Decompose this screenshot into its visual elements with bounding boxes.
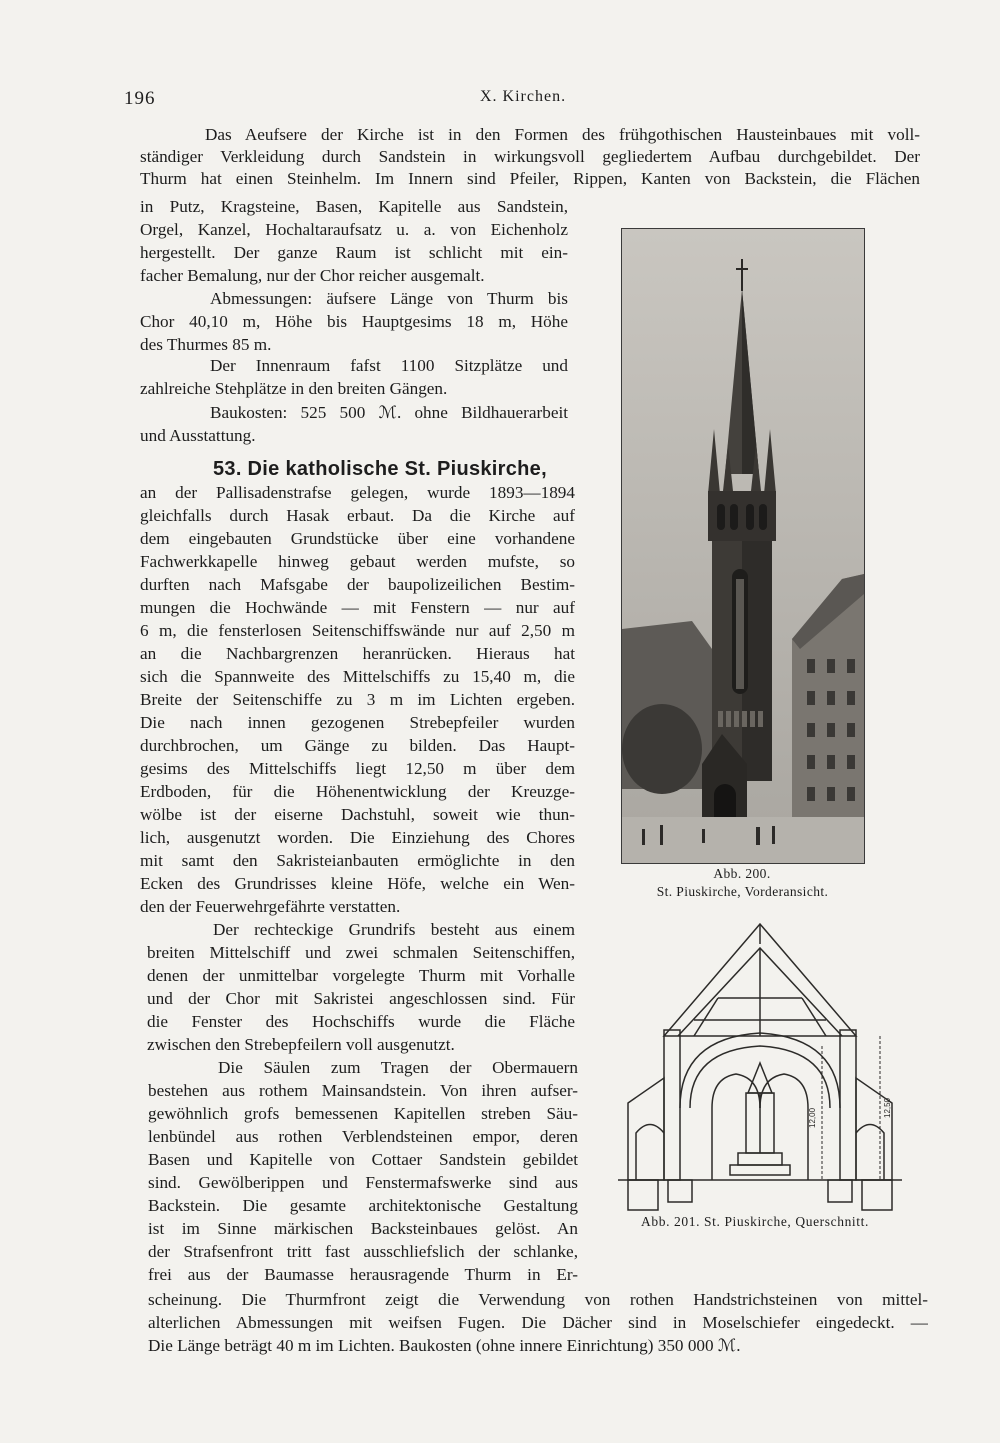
text-line: lenbündel aus rothen Verblendsteinen empor, deren [148,1127,578,1146]
text-line: Das Aeufsere der Kirche ist in den Formen des frühgothischen Hausteinbaues mit voll- [205,125,920,144]
text-line: den der Feuerwehrgefährte verstatten. [140,897,401,916]
text-line: und der Chor mit Sakristei angeschlossen sind. Für [147,989,575,1008]
text-line: Die Länge beträgt 40 m im Lichten. Baukosten (ohne innere Einrichtung) 350 000 ℳ. [148,1336,741,1355]
text-line: an die Nachbargrenzen heranrücken. Hieraus hat [140,644,575,663]
text-line: Thurm hat einen Steinhelm. Im Innern sind Pfeiler, Rippen, Kanten von Backstein, die Flächen [140,169,920,188]
dimension-label-left: 12,00 [808,1107,817,1128]
text-line: hergestellt. Der ganze Raum ist schlicht mit ein- [140,243,568,262]
text-line: mit samt den Sakristeianbauten ermöglichte in den [140,851,575,870]
text-line: Abmessungen: äufsere Länge von Thurm bis [210,289,568,308]
chapter-title: X. Kirchen. [480,88,567,105]
text-line: Der Innenraum fafst 1100 Sitzplätze und [210,356,568,375]
text-line: Fachwerkkapelle hinweg gebaut werden mufste, so [140,552,575,571]
text-line: breiten Mittelschiff und zwei schmalen Seitenschiffen, [147,943,575,962]
text-line: wölbe ist der eiserne Dachstuhl, soweit wie thun- [140,805,575,824]
text-line: gesims des Mittelschiffs liegt 12,50 m über dem [140,759,575,778]
text-line: Orgel, Kanzel, Hochaltaraufsatz u. a. von Eichenholz [140,220,568,239]
text-line: zahlreiche Stehplätze in den breiten Gängen. [140,379,448,398]
text-line: Der rechteckige Grundrifs besteht aus einem [213,920,575,939]
text-line: Baukosten: 525 500 ℳ. ohne Bildhauerarbeit [210,403,568,422]
text-line: des Thurmes 85 m. [140,335,272,354]
text-line: Chor 40,10 m, Höhe bis Hauptgesims 18 m, Höhe [140,312,568,331]
text-line: der Strafsenfront tritt fast ausschliefslich der schlanke, [148,1242,578,1261]
figure-caption: St. Piuskirche, Vorderansicht. [656,884,829,899]
text-line: gewöhnlich grofs bemessenen Kapitellen streben Säu- [148,1104,578,1123]
text-line: Die nach innen gezogenen Strebepfeiler wurden [140,713,575,732]
dimension-label-right: 12,50 [883,1097,892,1118]
text-line: scheinung. Die Thurmfront zeigt die Verwendung von rothen Handstrichsteinen von mittel- [148,1290,928,1309]
text-line: sind. Gewölberippen und Fenstermafswerke sind aus [148,1173,578,1192]
text-line: alterlichen Abmessungen mit weifsen Fugen. Die Dächer sind in Moselschiefer eingedeckt. — [148,1313,928,1332]
text-line: und Ausstattung. [140,426,256,445]
text-line: Die Säulen zum Tragen der Obermauern [218,1058,578,1077]
text-line: mungen die Hochwände — mit Fenstern — nur auf [140,598,575,617]
page-number: 196 [124,88,156,109]
text-line: Breite der Seitenschiffe zu 3 m im Lichten ergeben. [140,690,575,709]
church-tower-illustration [622,229,864,863]
figure-number: Abb. 200. [713,866,771,881]
text-line: an der Pallisadenstrafse gelegen, wurde 1893—1894 [140,483,575,502]
text-line: ständiger Verkleidung durch Sandstein in wirkungsvoll gegliedertem Aufbau durchgebildet. Der [140,147,920,166]
text-line: Basen und Kapitelle von Cottaer Sandstein gebildet [148,1150,578,1169]
text-line: dem eingebauten Grundstücke über eine vorhandene [140,529,575,548]
cross-section-drawing [608,918,912,1216]
text-line: denen der unmittelbar vorgelegte Thurm mit Vorhalle [147,966,575,985]
text-line: durchbrochen, um Gänge zu bilden. Das Haupt- [140,736,575,755]
figure-caption: Abb. 201. St. Piuskirche, Querschnitt. [641,1214,869,1229]
text-line: 6 m, die fensterlosen Seitenschiffswände nur auf 2,50 m [140,621,575,640]
text-line: bestehen aus rothem Mainsandstein. Von ihren aufser- [148,1081,578,1100]
text-line: durften nach Mafsgabe der baupolizeilichen Bestim- [140,575,575,594]
text-line: lich, ausgenutzt worden. Die Einziehung des Chores [140,828,575,847]
text-line: in Putz, Kragsteine, Basen, Kapitelle aus Sandstein, [140,197,568,216]
section-heading: 53. Die katholische St. Piuskirche, [213,458,547,480]
church-front-photo [621,228,865,864]
text-line: die Fenster des Hochschiffs wurde die Fläche [147,1012,575,1031]
text-line: facher Bemalung, nur der Chor reicher ausgemalt. [140,266,485,285]
text-line: gleichfalls durch Hasak erbaut. Da die Kirche auf [140,506,575,525]
text-line: frei aus der Baumasse herausragende Thurm in Er- [148,1265,578,1284]
text-line: zwischen den Strebepfeilern voll ausgenutzt. [147,1035,455,1054]
text-line: sich die Spannweite des Mittelschiffs zu 15,40 m, die [140,667,575,686]
text-line: Backstein. Die gesamte architektonische Gestaltung [148,1196,578,1215]
text-line: ist im Sinne märkischen Backsteinbaues gelöst. An [148,1219,578,1238]
text-line: Erdboden, für die Höhenentwicklung der Kreuzge- [140,782,575,801]
church-section-illustration [608,918,912,1216]
text-line: Ecken des Grundrisses kleine Höfe, welche ein Wen- [140,874,575,893]
